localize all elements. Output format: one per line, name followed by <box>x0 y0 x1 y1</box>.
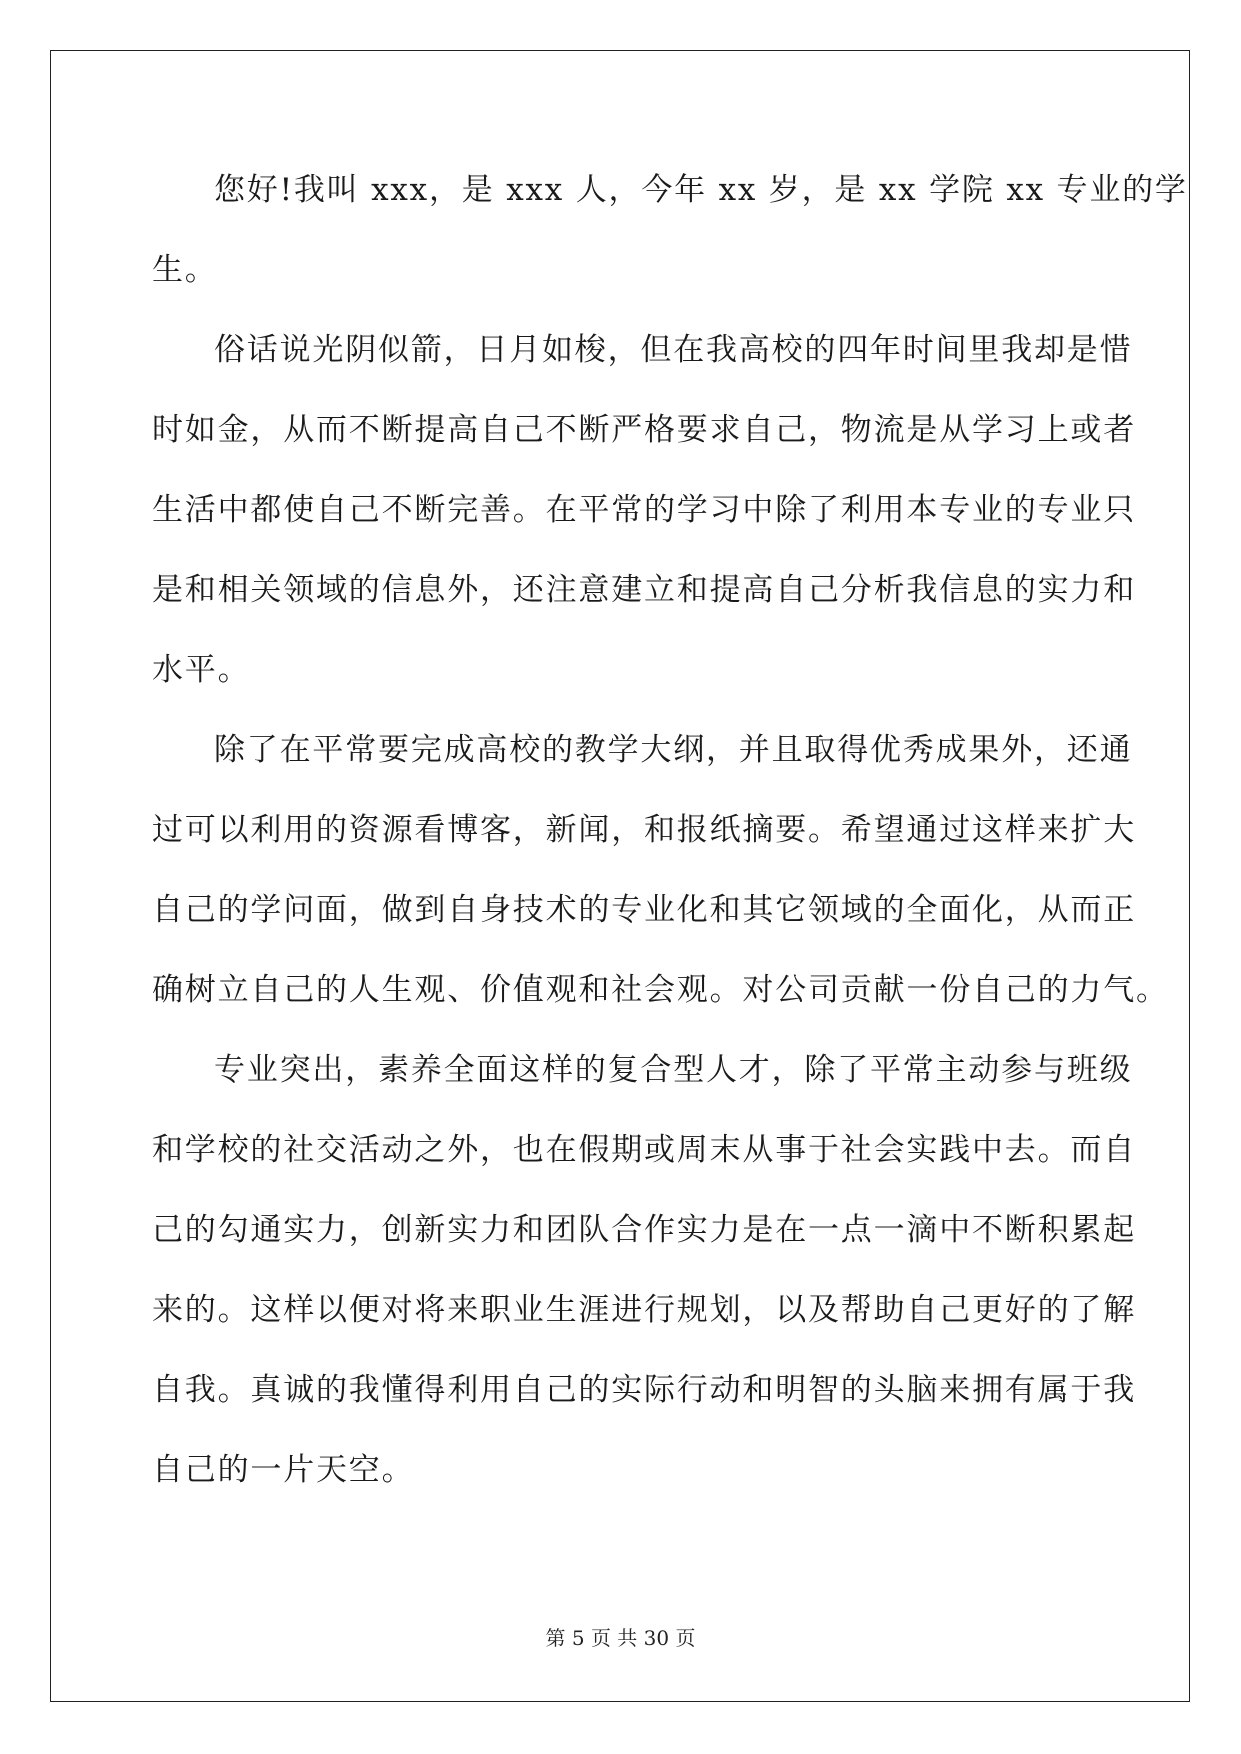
page-number: 第 5 页 共 30 页 <box>545 1626 696 1650</box>
paragraph-3-line-3: 自己的学问面，做到自身技术的专业化和其它领域的全面化，从而正 <box>152 892 1136 928</box>
paragraph-3-line-1: 除了在平常要完成高校的教学大纲，并且取得优秀成果外，还通 <box>214 732 1133 768</box>
paragraph-2-line-3: 生活中都使自己不断完善。在平常的学习中除了利用本专业的专业只 <box>152 492 1136 528</box>
paragraph-4-line-2: 和学校的社交活动之外，也在假期或周末从事于社会实践中去。而自 <box>152 1132 1136 1168</box>
paragraph-1-line-1: 您好!我叫 xxx，是 xxx 人，今年 xx 岁，是 xx 学院 xx 专业的学 <box>214 172 1188 208</box>
paragraph-4-line-6: 自己的一片天空。 <box>152 1452 415 1488</box>
paragraph-3-line-2: 过可以利用的资源看博客，新闻，和报纸摘要。希望通过这样来扩大 <box>152 812 1136 848</box>
paragraph-4-line-4: 来的。这样以便对将来职业生涯进行规划，以及帮助自己更好的了解 <box>152 1292 1136 1328</box>
paragraph-2-line-5: 水平。 <box>152 652 251 688</box>
paragraph-2-line-4: 是和相关领域的信息外，还注意建立和提高自己分析我信息的实力和 <box>152 572 1136 608</box>
paragraph-4-line-1: 专业突出，素养全面这样的复合型人才，除了平常主动参与班级 <box>214 1052 1133 1088</box>
paragraph-4-line-3: 己的勾通实力，创新实力和团队合作实力是在一点一滴中不断积累起 <box>152 1212 1136 1248</box>
paragraph-2-line-1: 俗话说光阴似箭，日月如梭，但在我高校的四年时间里我却是惜 <box>214 332 1133 368</box>
paragraph-3-line-4: 确树立自己的人生观、价值观和社会观。对公司贡献一份自己的力气。 <box>152 972 1169 1008</box>
paragraph-4-line-5: 自我。真诚的我懂得利用自己的实际行动和明智的头脑来拥有属于我 <box>152 1372 1136 1408</box>
paragraph-1-line-2: 生。 <box>152 252 218 288</box>
paragraph-2-line-2: 时如金，从而不断提高自己不断严格要求自己，物流是从学习上或者 <box>152 412 1136 448</box>
